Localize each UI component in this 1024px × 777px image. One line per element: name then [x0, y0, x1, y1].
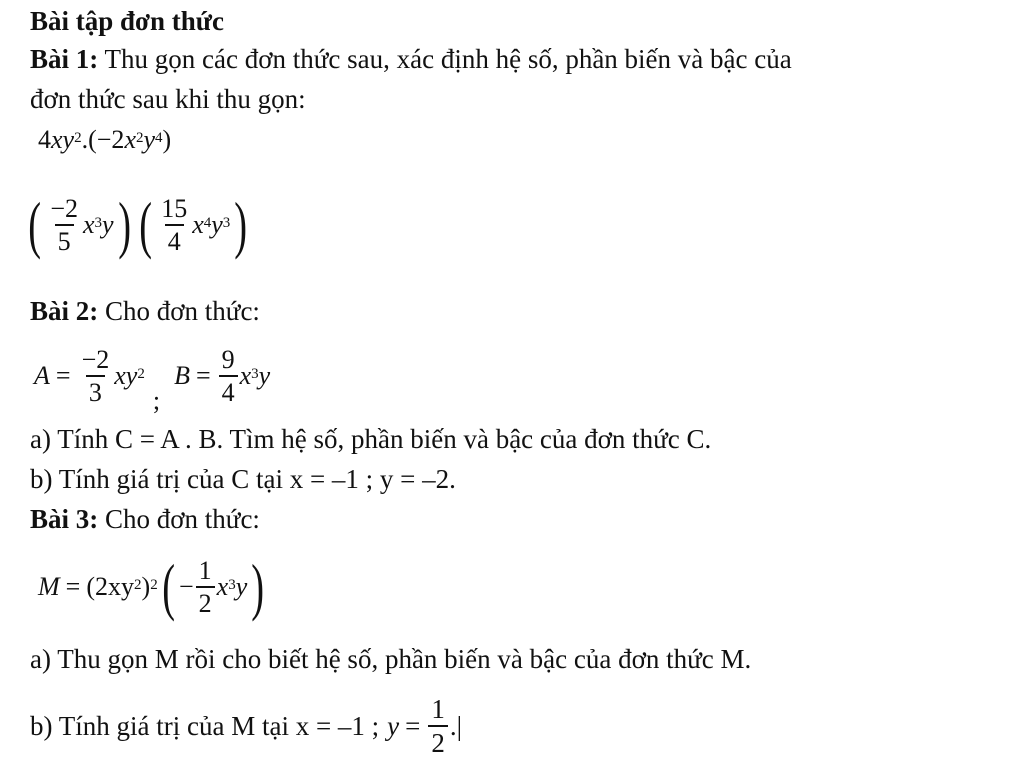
- fraction: [428, 695, 448, 758]
- var: xy: [51, 125, 75, 154]
- bai2-part-b: b) Tính giá trị của C tại x = –1 ; y = –2.: [30, 464, 456, 494]
- equals: =: [195, 361, 211, 390]
- numerator: 15: [161, 193, 188, 223]
- bai2-heading: [30, 296, 260, 327]
- var: y: [211, 210, 223, 239]
- numerator: 1: [198, 555, 212, 585]
- bai1-expression-2: [24, 182, 252, 268]
- denominator: 2: [428, 725, 448, 757]
- var: y: [387, 710, 400, 741]
- denominator: 4: [219, 375, 238, 406]
- right-paren: ): [251, 551, 265, 622]
- var: xy: [114, 361, 138, 390]
- bai3-text: Cho đơn thức:: [98, 504, 260, 534]
- dot: .(: [81, 125, 97, 154]
- fraction: [219, 346, 238, 407]
- var: x: [192, 210, 204, 239]
- exponent: 2: [150, 576, 158, 593]
- separator: ;: [152, 386, 161, 415]
- bai3-label: Bài 3:: [30, 504, 99, 534]
- fraction: [47, 195, 81, 256]
- bai3-heading: [30, 504, 260, 535]
- exponent: 4: [203, 214, 212, 231]
- exponent: 2: [134, 576, 142, 593]
- var: x: [124, 125, 136, 154]
- numerator: −2: [81, 344, 110, 374]
- bai1-text2: đơn thức sau khi thu gọn:: [30, 84, 306, 114]
- var-name: M: [38, 572, 60, 601]
- bai2-expressions: [34, 336, 270, 416]
- bai2-text: Cho đơn thức:: [98, 296, 260, 326]
- numerator: 1: [431, 693, 445, 724]
- var: y: [102, 210, 114, 239]
- numerator: 9: [221, 344, 235, 374]
- equals: =: [65, 572, 81, 601]
- var-name: B: [174, 361, 190, 390]
- var-name: A: [34, 361, 50, 390]
- exponent: 3: [222, 214, 231, 231]
- bai1-label: Bài 1:: [30, 44, 99, 74]
- bai2-label: Bài 2:: [30, 296, 99, 326]
- fraction: [79, 346, 113, 407]
- exponent: 3: [94, 214, 103, 231]
- coef: 4: [38, 125, 51, 154]
- page-title: Bài tập đơn thức: [30, 6, 224, 36]
- fraction: [158, 195, 190, 256]
- left-paren: (: [28, 189, 42, 260]
- bai3-part-b: [30, 686, 462, 766]
- exponent: 2: [74, 129, 82, 146]
- var: y: [258, 361, 271, 390]
- var: x: [216, 572, 229, 601]
- denominator: 4: [165, 224, 184, 255]
- bai1-heading: [30, 44, 792, 75]
- coef: −2: [96, 125, 125, 154]
- exponent: 2: [135, 129, 144, 146]
- term: (2xy: [86, 572, 135, 601]
- bai3-part-a: a) Thu gọn M rồi cho biết hệ số, phần biến và bậc của đơn thức M.: [30, 644, 752, 674]
- bai1-expression-1: [38, 122, 171, 158]
- right-paren: ): [234, 189, 248, 260]
- bai1-text1: Thu gọn các đơn thức sau, xác định hệ số, phần biến và bậc của: [98, 44, 792, 74]
- exponent: 3: [228, 576, 236, 593]
- var: x: [239, 361, 252, 390]
- right-paren: ): [117, 189, 131, 260]
- exponent: 2: [137, 365, 145, 382]
- equals: =: [405, 710, 421, 741]
- bai2-part-a: a) Tính C = A . B. Tìm hệ số, phần biến và bậc của đơn thức C.: [30, 424, 712, 454]
- equals: =: [55, 361, 71, 390]
- paren: ): [162, 125, 172, 154]
- bai3-expression: [38, 544, 269, 630]
- paren: ): [141, 572, 151, 601]
- left-paren: (: [161, 551, 175, 622]
- exponent: 4: [155, 129, 163, 146]
- var: x: [82, 210, 95, 239]
- left-paren: (: [139, 189, 152, 260]
- period-cursor: .|: [449, 710, 463, 741]
- bai3-part-b-text: b) Tính giá trị của M tại x = –1 ;: [30, 710, 380, 741]
- var: y: [235, 572, 248, 601]
- denominator: 3: [86, 375, 105, 406]
- numerator: −2: [50, 193, 78, 223]
- exponent: 3: [251, 365, 259, 382]
- denominator: 5: [55, 224, 74, 255]
- denominator: 2: [196, 586, 215, 617]
- fraction: [196, 557, 215, 618]
- var: y: [143, 125, 156, 154]
- minus: −: [179, 572, 194, 601]
